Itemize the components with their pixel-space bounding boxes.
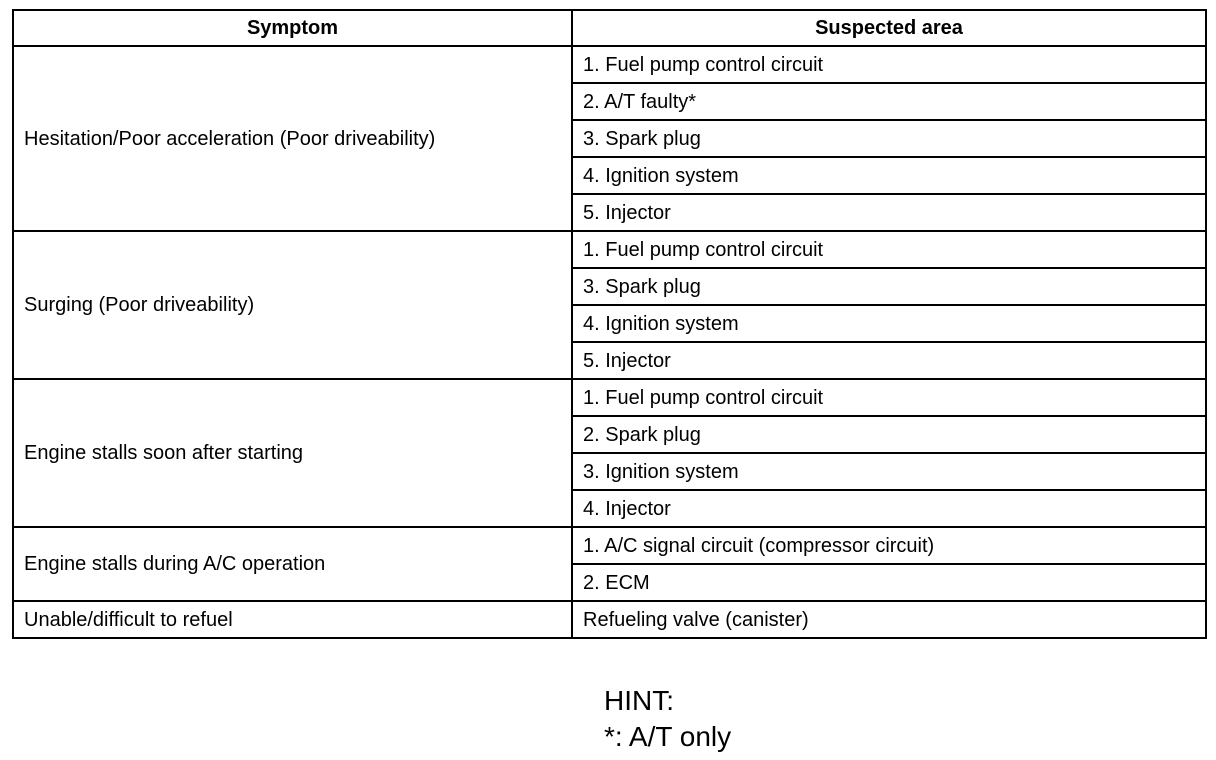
table-row [13, 46, 1206, 83]
hint-note [604, 683, 731, 755]
suspected-area-cell: 4. Ignition system [572, 157, 1206, 194]
symptom-cell: Engine stalls soon after starting [13, 379, 572, 527]
hint-title: HINT: [604, 685, 674, 716]
header-row [13, 10, 1206, 46]
symptom-cell: Unable/difficult to refuel [13, 601, 572, 638]
suspected-area-cell: 4. Ignition system [572, 305, 1206, 342]
table-row [13, 601, 1206, 638]
suspected-area-cell: 1. Fuel pump control circuit [572, 379, 1206, 416]
suspected-area-cell: 2. Spark plug [572, 416, 1206, 453]
header-suspected-area: Suspected area [572, 10, 1206, 46]
table-row [13, 379, 1206, 416]
suspected-area-cell: 4. Injector [572, 490, 1206, 527]
suspected-area-cell: 1. Fuel pump control circuit [572, 46, 1206, 83]
table-row [13, 527, 1206, 564]
suspected-area-cell: 3. Spark plug [572, 268, 1206, 305]
table-row [13, 231, 1206, 268]
symptom-cell: Engine stalls during A/C operation [13, 527, 572, 601]
suspected-area-cell: 3. Spark plug [572, 120, 1206, 157]
suspected-area-cell: 5. Injector [572, 194, 1206, 231]
symptom-cell: Hesitation/Poor acceleration (Poor driveability) [13, 46, 572, 231]
suspected-area-cell: Refueling valve (canister) [572, 601, 1206, 638]
symptom-cell: Surging (Poor driveability) [13, 231, 572, 379]
suspected-area-cell: 1. A/C signal circuit (compressor circuit) [572, 527, 1206, 564]
suspected-area-cell: 1. Fuel pump control circuit [572, 231, 1206, 268]
symptom-table [12, 9, 1207, 639]
suspected-area-cell: 3. Ignition system [572, 453, 1206, 490]
header-symptom: Symptom [13, 10, 572, 46]
suspected-area-cell: 5. Injector [572, 342, 1206, 379]
suspected-area-cell: 2. A/T faulty* [572, 83, 1206, 120]
hint-footnote: *: A/T only [604, 721, 732, 752]
suspected-area-cell: 2. ECM [572, 564, 1206, 601]
